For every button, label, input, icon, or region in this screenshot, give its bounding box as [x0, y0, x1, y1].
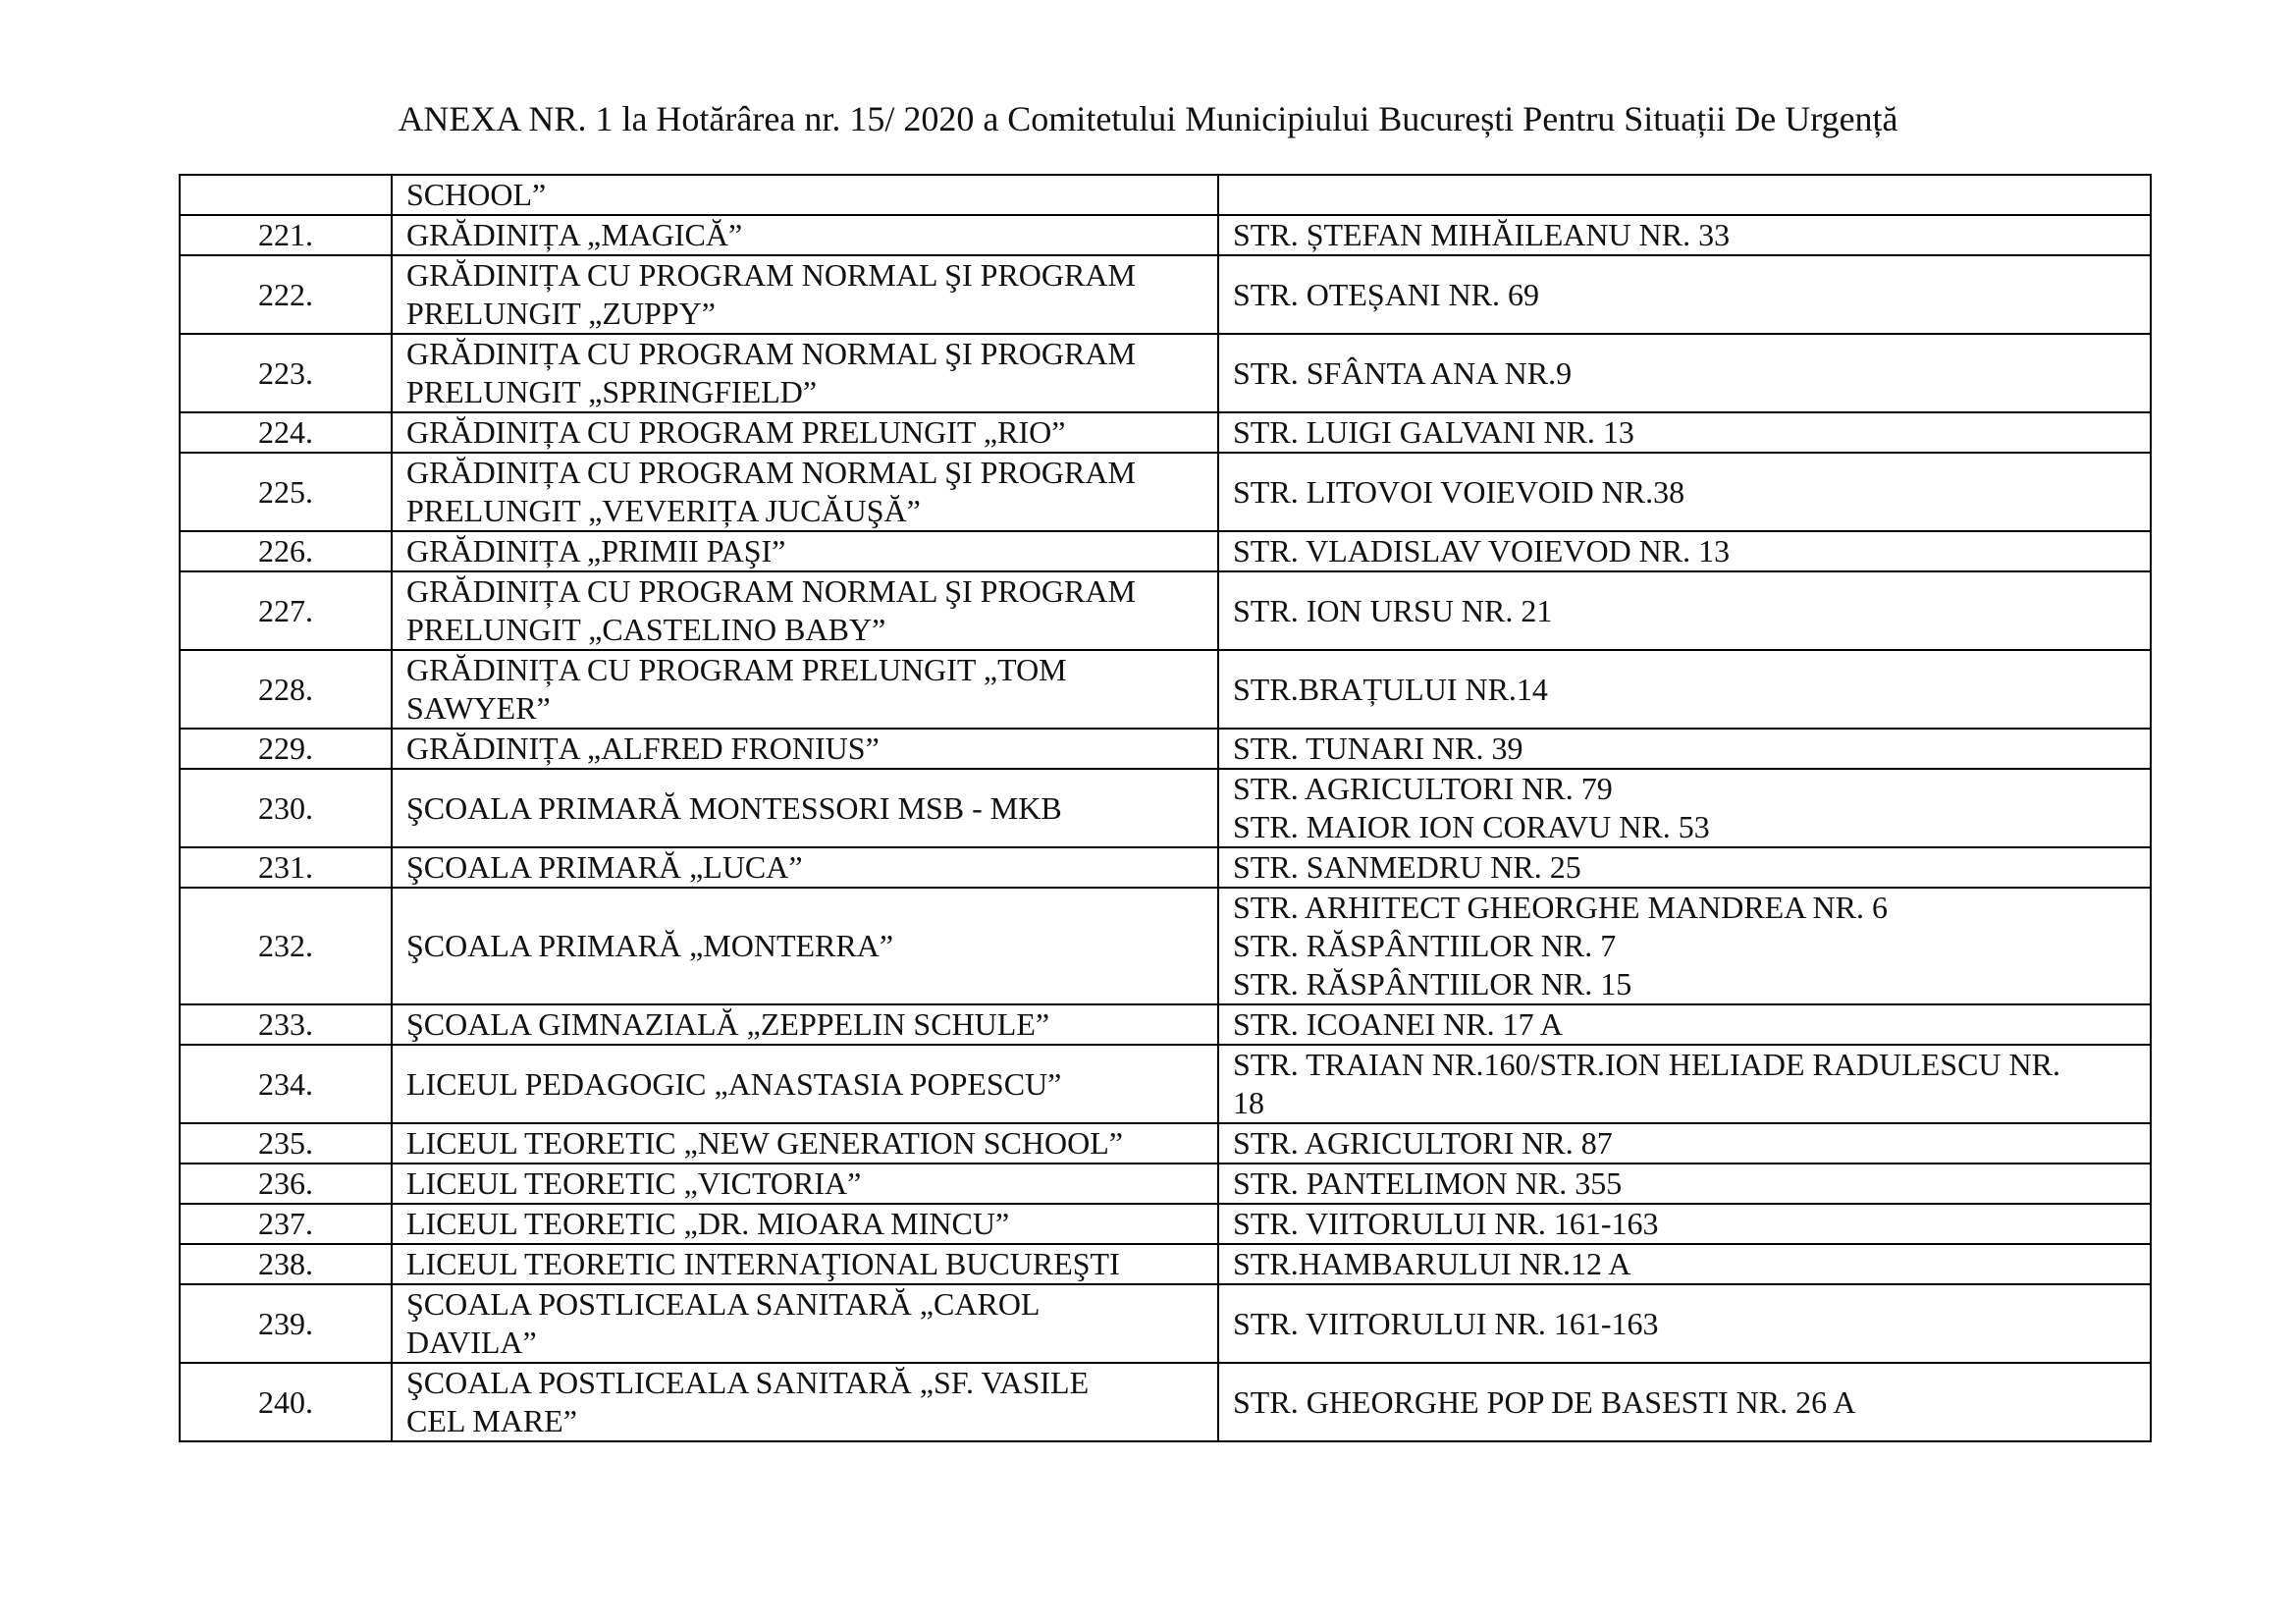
institution-name-line: GRĂDINIȚA „ALFRED FRONIUS” [406, 731, 880, 766]
institution-address [1218, 175, 2151, 215]
institution-name-line: ŞCOALA PRIMARĂ MONTESSORI MSB - MKB [406, 789, 1062, 826]
institution-name [392, 255, 1218, 334]
institution-address [1218, 1164, 2151, 1204]
institution-address [1218, 1244, 2151, 1284]
institution-address [1218, 1363, 2151, 1441]
table-row [180, 1244, 2151, 1284]
institution-name-line: GRĂDINIȚA CU PROGRAM NORMAL ŞI PROGRAM [406, 573, 1136, 609]
institution-name [392, 1363, 1218, 1441]
row-number: 227. [180, 571, 392, 650]
institution-address-line: STR. TRAIAN NR.160/STR.ION HELIADE RADULESCU NR. [1233, 1047, 2060, 1082]
institution-name [392, 1123, 1218, 1164]
institution-name [392, 453, 1218, 531]
institution-address [1218, 769, 2151, 847]
institution-address-line: STR. VIITORULUI NR. 161-163 [1233, 1206, 1659, 1241]
institution-address-line: STR.BRAȚULUI NR.14 [1233, 671, 1548, 707]
annex-table-body [180, 175, 2151, 1441]
row-number: 223. [180, 334, 392, 412]
page-title: ANEXA NR. 1 la Hotărârea nr. 15/ 2020 a Comitetului Municipiului București Pentru Situații De Urgență [398, 99, 1898, 138]
institution-address-line: STR. RĂSPÂNTIILOR NR. 7 [1233, 928, 1617, 963]
institution-address-line: STR. RĂSPÂNTIILOR NR. 15 [1233, 966, 1632, 1001]
institution-address-line: STR. VIITORULUI NR. 161-163 [1233, 1305, 1659, 1341]
table-row [180, 1123, 2151, 1164]
institution-address-line: STR. GHEORGHE POP DE BASESTI NR. 26 A [1233, 1383, 1856, 1420]
institution-name-line: ŞCOALA POSTLICEALA SANITARĂ „SF. VASILE [406, 1365, 1090, 1400]
institution-address-line: STR. SFÂNTA ANA NR.9 [1233, 354, 1573, 391]
row-number: 230. [180, 769, 392, 847]
institution-name-line: GRĂDINIȚA „PRIMII PAŞI” [406, 533, 786, 568]
table-row [180, 571, 2151, 650]
institution-name [392, 888, 1218, 1004]
institution-address-line: STR. ȘTEFAN MIHĂILEANU NR. 33 [1233, 217, 1731, 252]
table-row [180, 412, 2151, 453]
institution-name [392, 1164, 1218, 1204]
institution-address [1218, 1123, 2151, 1164]
institution-name [392, 729, 1218, 769]
institution-name [392, 769, 1218, 847]
row-number: 240. [180, 1363, 392, 1441]
table-row [180, 1164, 2151, 1204]
institution-name [392, 1204, 1218, 1244]
institution-address-line: STR. ARHITECT GHEORGHE MANDREA NR. 6 [1233, 890, 1888, 925]
institution-name [392, 334, 1218, 412]
institution-address [1218, 1045, 2151, 1123]
table-row [180, 1004, 2151, 1045]
table-row [180, 215, 2151, 255]
institution-name-line: LICEUL TEORETIC „VICTORIA” [406, 1165, 862, 1201]
table-row [180, 1363, 2151, 1441]
institution-name-line: ŞCOALA PRIMARĂ „MONTERRA” [406, 928, 894, 963]
row-number: 237. [180, 1204, 392, 1244]
institution-address [1218, 650, 2151, 729]
table-row [180, 1284, 2151, 1363]
institution-name [392, 175, 1218, 215]
institution-address-line: STR.HAMBARULUI NR.12 A [1233, 1246, 1631, 1281]
institution-address-line: STR. ION URSU NR. 21 [1233, 592, 1553, 628]
row-number: 233. [180, 1004, 392, 1045]
table-row [180, 1045, 2151, 1123]
institution-address [1218, 215, 2151, 255]
institution-name-line: DAVILA” [406, 1325, 537, 1360]
institution-address [1218, 453, 2151, 531]
institution-address-line: STR. OTEȘANI NR. 69 [1233, 276, 1540, 312]
row-number: 222. [180, 255, 392, 334]
institution-address [1218, 1004, 2151, 1045]
table-row [180, 729, 2151, 769]
row-number: 231. [180, 847, 392, 888]
institution-name-line: PRELUNGIT „SPRINGFIELD” [406, 374, 818, 409]
institution-name [392, 1045, 1218, 1123]
institution-address [1218, 571, 2151, 650]
institution-name-line: ŞCOALA PRIMARĂ „LUCA” [406, 849, 803, 885]
institution-name-line: GRĂDINIȚA CU PROGRAM NORMAL ŞI PROGRAM [406, 336, 1136, 371]
annex-table [179, 174, 2152, 1442]
institution-name [392, 215, 1218, 255]
institution-name-line: PRELUNGIT „CASTELINO BABY” [406, 612, 886, 647]
institution-name-line: PRELUNGIT „ZUPPY” [406, 296, 716, 331]
institution-name [392, 412, 1218, 453]
institution-name-line: LICEUL TEORETIC INTERNAŢIONAL BUCUREŞTI [406, 1246, 1120, 1281]
institution-address-line: STR. LITOVOI VOIEVOID NR.38 [1233, 473, 1685, 510]
institution-address-line: 18 [1233, 1085, 1264, 1120]
row-number [180, 175, 392, 215]
institution-address [1218, 412, 2151, 453]
institution-name-line: PRELUNGIT „VEVERIȚA JUCĂUŞĂ” [406, 493, 921, 528]
institution-name-line: SAWYER” [406, 690, 551, 726]
institution-address-line: STR. VLADISLAV VOIEVOD NR. 13 [1233, 533, 1731, 568]
institution-address-line: STR. TUNARI NR. 39 [1233, 731, 1523, 766]
institution-name [392, 1244, 1218, 1284]
institution-name-line: ŞCOALA GIMNAZIALĂ „ZEPPELIN SCHULE” [406, 1006, 1050, 1042]
table-row [180, 1204, 2151, 1244]
row-number: 225. [180, 453, 392, 531]
institution-address [1218, 729, 2151, 769]
row-number: 235. [180, 1123, 392, 1164]
institution-address-line: STR. LUIGI GALVANI NR. 13 [1233, 414, 1634, 450]
table-row-continuation [180, 175, 2151, 215]
institution-address-line: STR. SANMEDRU NR. 25 [1233, 849, 1581, 885]
row-number: 239. [180, 1284, 392, 1363]
row-number: 236. [180, 1164, 392, 1204]
institution-name-line: GRĂDINIȚA CU PROGRAM PRELUNGIT „TOM [406, 652, 1067, 687]
institution-address-line: STR. PANTELIMON NR. 355 [1233, 1165, 1623, 1201]
institution-name [392, 1004, 1218, 1045]
table-row [180, 888, 2151, 1004]
institution-name-line: LICEUL TEORETIC „DR. MIOARA MINCU” [406, 1206, 1010, 1241]
institution-name [392, 1284, 1218, 1363]
institution-address-line: STR. ICOANEI NR. 17 A [1233, 1006, 1564, 1042]
table-row [180, 847, 2151, 888]
row-number: 232. [180, 888, 392, 1004]
table-row [180, 769, 2151, 847]
institution-name [392, 571, 1218, 650]
table-row [180, 650, 2151, 729]
institution-name [392, 847, 1218, 888]
institution-address [1218, 888, 2151, 1004]
institution-address [1218, 1284, 2151, 1363]
institution-name-line: GRĂDINIȚA CU PROGRAM NORMAL ŞI PROGRAM [406, 257, 1136, 293]
institution-address [1218, 334, 2151, 412]
table-row [180, 531, 2151, 571]
row-number: 234. [180, 1045, 392, 1123]
row-number: 229. [180, 729, 392, 769]
table-row [180, 453, 2151, 531]
table-row [180, 334, 2151, 412]
row-number: 221. [180, 215, 392, 255]
row-number: 228. [180, 650, 392, 729]
institution-address-line: STR. MAIOR ION CORAVU NR. 53 [1233, 809, 1710, 844]
institution-address [1218, 531, 2151, 571]
institution-name-line: LICEUL PEDAGOGIC „ANASTASIA POPESCU” [406, 1065, 1062, 1102]
institution-name-line: GRĂDINIȚA „MAGICĂ” [406, 217, 743, 252]
institution-name-line: GRĂDINIȚA CU PROGRAM PRELUNGIT „RIO” [406, 414, 1066, 450]
institution-name-line: ŞCOALA POSTLICEALA SANITARĂ „CAROL [406, 1286, 1041, 1322]
institution-address-line: STR. AGRICULTORI NR. 87 [1233, 1125, 1613, 1161]
institution-name-line: SCHOOL” [406, 177, 547, 212]
institution-address [1218, 255, 2151, 334]
institution-name [392, 650, 1218, 729]
institution-name [392, 531, 1218, 571]
institution-name-line: GRĂDINIȚA CU PROGRAM NORMAL ŞI PROGRAM [406, 455, 1136, 490]
row-number: 238. [180, 1244, 392, 1284]
institution-name-line: LICEUL TEORETIC „NEW GENERATION SCHOOL” [406, 1125, 1123, 1161]
institution-address [1218, 1204, 2151, 1244]
institution-address [1218, 847, 2151, 888]
institution-address-line: STR. AGRICULTORI NR. 79 [1233, 771, 1613, 806]
row-number: 226. [180, 531, 392, 571]
row-number: 224. [180, 412, 392, 453]
institution-name-line: CEL MARE” [406, 1403, 577, 1438]
table-row [180, 255, 2151, 334]
